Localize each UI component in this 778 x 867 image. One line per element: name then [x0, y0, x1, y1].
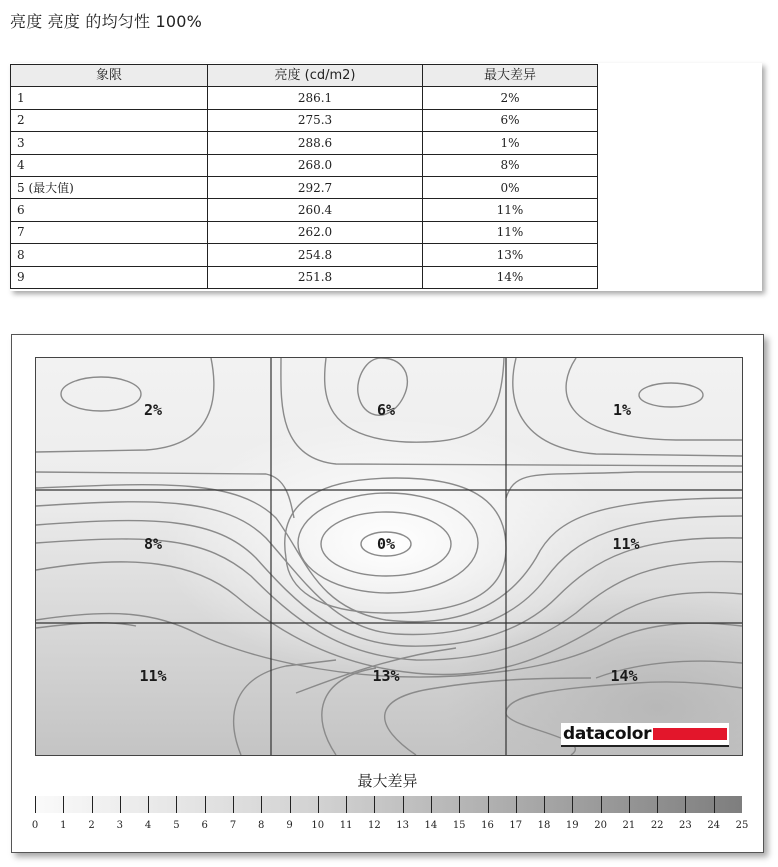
- legend-tick-label: 0: [31, 820, 39, 831]
- legend-tick-label: 3: [116, 820, 123, 831]
- cell-quadrant: 5 (最大值): [11, 176, 208, 198]
- cell-luminance: 288.6: [208, 132, 423, 154]
- cell-luminance: 262.0: [208, 221, 423, 243]
- legend-tick: [572, 796, 573, 813]
- table-header-row: [11, 65, 598, 87]
- legend-tick-label: 18: [537, 820, 551, 831]
- legend-tick-label: 2: [88, 820, 95, 831]
- legend-tick-label: 20: [594, 820, 607, 831]
- cell-max-diff: 0%: [423, 176, 598, 198]
- legend-tick: [516, 796, 517, 813]
- legend-tick: [459, 796, 460, 813]
- cell-luminance: 260.4: [208, 199, 423, 221]
- table-row: [11, 109, 598, 131]
- table-row: [11, 176, 598, 198]
- legend-tick-label: 13: [396, 820, 409, 831]
- logo-red-bar: [653, 728, 727, 740]
- quadrant-6-label: 11%: [612, 535, 640, 553]
- cell-max-diff: 2%: [423, 87, 598, 109]
- table-row: [11, 266, 598, 288]
- quadrant-8-label: 13%: [372, 667, 400, 685]
- cell-max-diff: 1%: [423, 132, 598, 154]
- cell-quadrant: 8: [11, 244, 208, 266]
- cell-max-diff: 6%: [423, 109, 598, 131]
- cell-quadrant: 9: [11, 266, 208, 288]
- cell-max-diff: 11%: [423, 221, 598, 243]
- legend-tick: [346, 796, 347, 813]
- legend-tick-label: 17: [509, 820, 523, 831]
- cell-quadrant: 2: [11, 109, 208, 131]
- cell-luminance: 268.0: [208, 154, 423, 176]
- table-row: [11, 132, 598, 154]
- quadrant-9-label: 14%: [610, 667, 638, 685]
- header-quadrant: 象限: [11, 65, 208, 87]
- table-row: [11, 199, 598, 221]
- legend-tick-label: 7: [229, 820, 237, 831]
- legend-tick: [431, 796, 432, 813]
- legend-tick: [205, 796, 206, 813]
- table-row: [11, 221, 598, 243]
- uniformity-contour-plot: [35, 357, 743, 756]
- logo-text: datacolor: [563, 724, 652, 744]
- cell-luminance: 251.8: [208, 266, 423, 288]
- cell-luminance: 286.1: [208, 87, 423, 109]
- legend-tick-label: 11: [339, 820, 353, 831]
- legend-tick: [374, 796, 375, 813]
- table-row: [11, 87, 598, 109]
- header-luminance: 亮度 (cd/m2): [208, 65, 423, 87]
- legend-tick-label: 25: [735, 820, 749, 831]
- legend-tick: [544, 796, 545, 813]
- legend-tick: [685, 796, 686, 813]
- legend-title: 最大差异: [357, 772, 418, 790]
- legend-tick-label: 8: [258, 820, 265, 831]
- legend-tick: [233, 796, 234, 813]
- uniformity-chart-card: [11, 334, 764, 853]
- legend-tick: [318, 796, 319, 813]
- cell-quadrant: 3: [11, 132, 208, 154]
- legend-tick-label: 15: [452, 820, 466, 831]
- quadrant-1-label: 2%: [143, 401, 163, 419]
- legend-tick-label: 1: [60, 820, 67, 831]
- legend-tick-label: 6: [201, 820, 208, 831]
- legend-tick: [35, 796, 36, 813]
- quadrant-5-label: 0%: [376, 535, 396, 553]
- table-row: [11, 154, 598, 176]
- table-row: [11, 244, 598, 266]
- legend-tick: [63, 796, 64, 813]
- legend-ticks: [35, 796, 742, 813]
- legend-tick-label: 16: [481, 820, 494, 831]
- page-title: 亮度 亮度 的均匀性 100%: [10, 12, 203, 31]
- quadrant-2-label: 6%: [376, 401, 396, 419]
- cell-luminance: 292.7: [208, 176, 423, 198]
- datacolor-logo: [561, 723, 729, 747]
- legend-tick-label: 10: [311, 820, 325, 831]
- legend-tick-label: 4: [144, 820, 152, 831]
- legend-tick: [290, 796, 291, 813]
- cell-max-diff: 14%: [423, 266, 598, 288]
- legend-tick: [92, 796, 93, 813]
- legend-tick: [261, 796, 262, 813]
- legend-tick-label: 14: [424, 820, 438, 831]
- legend-tick: [601, 796, 602, 813]
- cell-luminance: 254.8: [208, 244, 423, 266]
- luminance-table: [10, 64, 598, 289]
- legend-tick-label: 9: [286, 820, 293, 831]
- legend-tick: [714, 796, 715, 813]
- legend-tick: [657, 796, 658, 813]
- cell-quadrant: 4: [11, 154, 208, 176]
- cell-max-diff: 8%: [423, 154, 598, 176]
- legend-tick-label: 12: [368, 820, 381, 831]
- legend-tick-label: 22: [650, 820, 664, 831]
- legend-tick-label: 24: [707, 820, 721, 831]
- legend-tick: [176, 796, 177, 813]
- quadrant-4-label: 8%: [143, 535, 163, 553]
- legend-tick: [120, 796, 121, 813]
- legend-tick-label: 5: [173, 820, 180, 831]
- header-max-diff: 最大差异: [423, 65, 598, 87]
- cell-quadrant: 1: [11, 87, 208, 109]
- legend-tick: [148, 796, 149, 813]
- luminance-table-card: [10, 63, 762, 291]
- legend-tick: [488, 796, 489, 813]
- cell-luminance: 275.3: [208, 109, 423, 131]
- legend-tick: [629, 796, 630, 813]
- legend-tick-label: 19: [565, 820, 579, 831]
- quadrant-7-label: 11%: [139, 667, 167, 685]
- legend-tick: [403, 796, 404, 813]
- cell-quadrant: 7: [11, 221, 208, 243]
- cell-max-diff: 11%: [423, 199, 598, 221]
- quadrant-3-label: 1%: [612, 401, 632, 419]
- legend-tick-label: 23: [679, 820, 692, 831]
- cell-quadrant: 6: [11, 199, 208, 221]
- cell-max-diff: 13%: [423, 244, 598, 266]
- legend-tick-label: 21: [622, 820, 636, 831]
